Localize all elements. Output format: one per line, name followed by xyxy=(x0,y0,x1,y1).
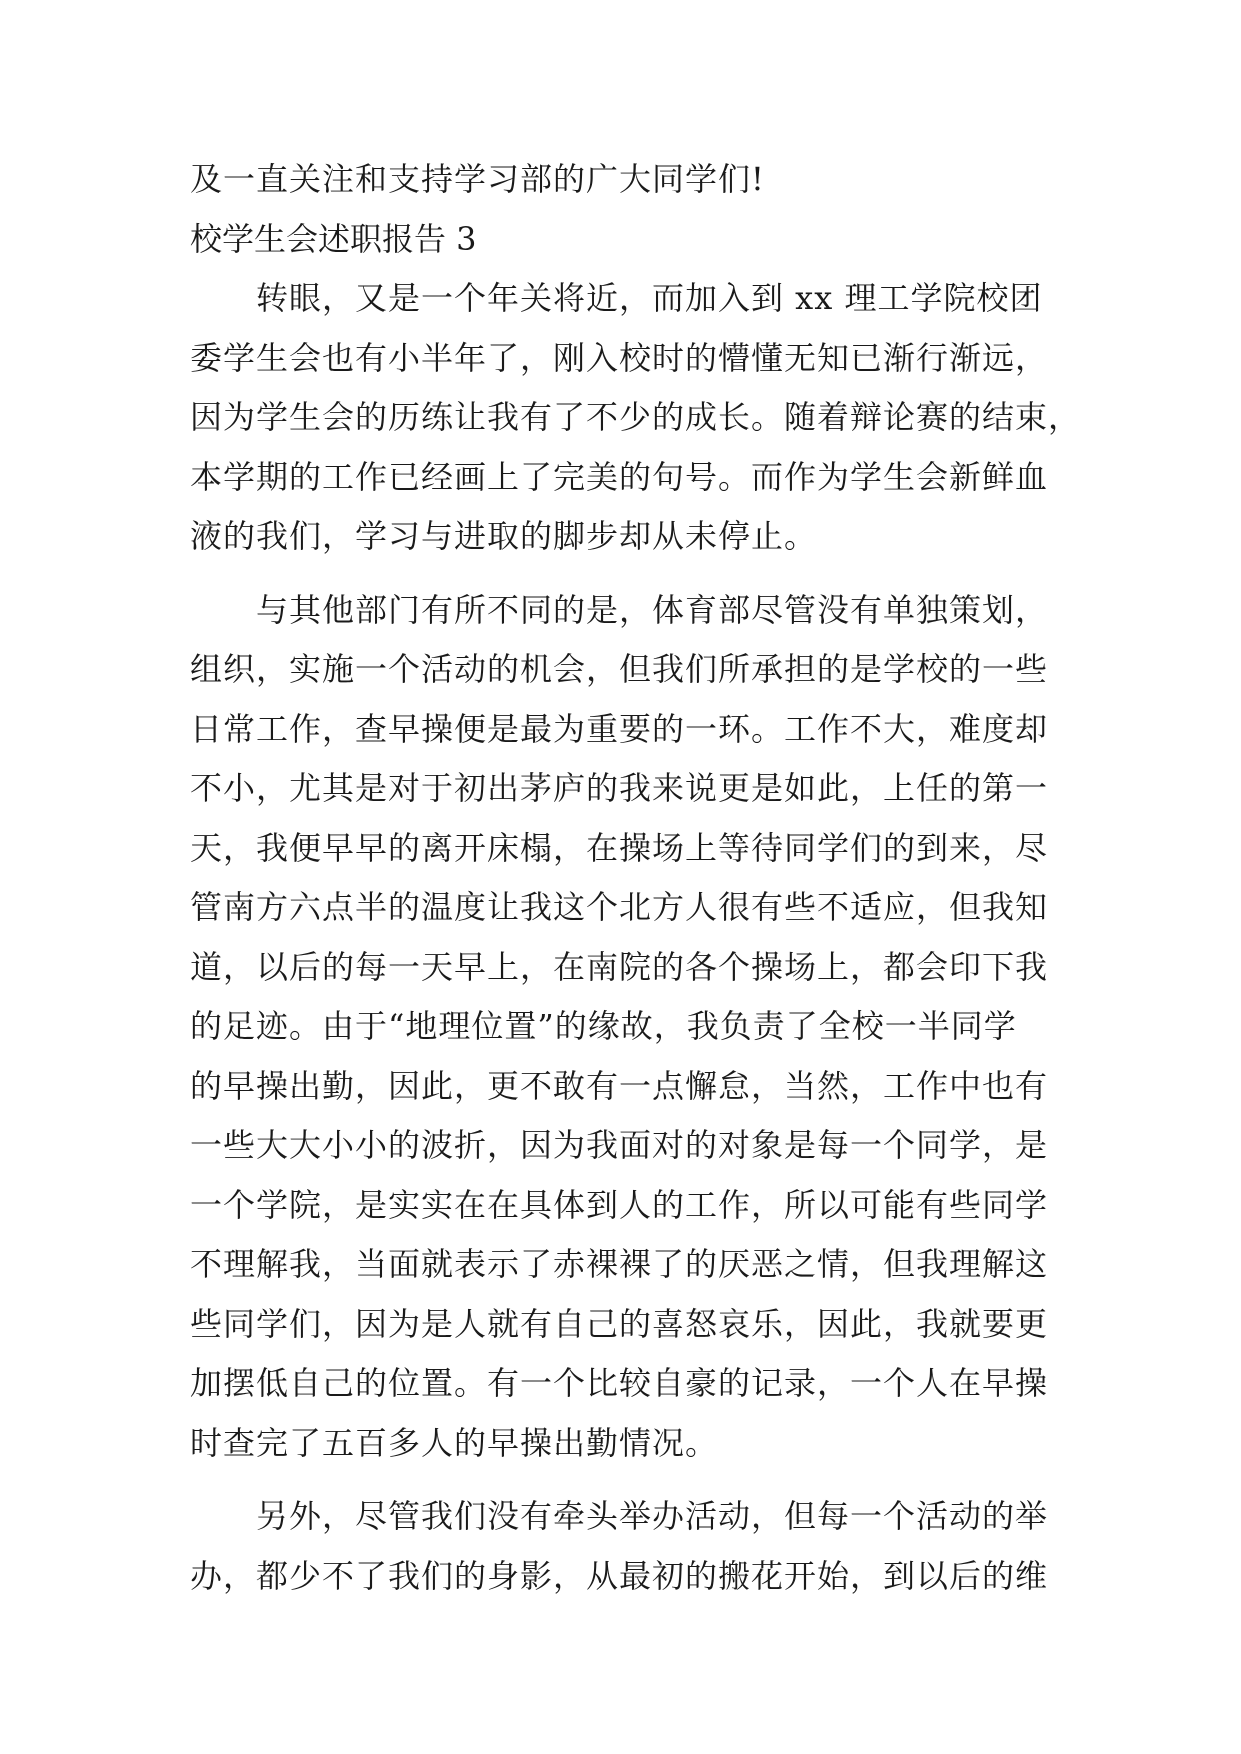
paragraph-line: 管南方六点半的温度让我这个北方人很有些不适应，但我知 xyxy=(190,888,1049,926)
paragraph-line: 另外，尽管我们没有牵头举办活动，但每一个活动的举 xyxy=(190,1497,1049,1535)
paragraph-line: 加摆低自己的位置。有一个比较自豪的记录，一个人在早操 xyxy=(190,1364,1049,1402)
document-page xyxy=(190,150,1082,1606)
paragraph-spacer xyxy=(190,1473,1050,1487)
paragraph-line: 日常工作，查早操便是最为重要的一环。工作不大，难度却 xyxy=(190,709,1049,748)
continuation-line: 及一直关注和支持学习部的广大同学们! xyxy=(190,160,765,198)
paragraph-line: 委学生会也有小半年了，刚入校时的懵懂无知已渐行渐远， xyxy=(190,338,1049,377)
paragraph-line: 一个学院，是实实在在具体到人的工作，所以可能有些同学 xyxy=(190,1185,1049,1224)
paragraph-line: 本学期的工作已经画上了完美的句号。而作为学生会新鲜血 xyxy=(190,457,1049,496)
paragraph-line: 转眼，又是一个年关将近，而加入到 xx 理工学院校团 xyxy=(190,279,1043,317)
section-title: 校学生会述职报告 3 xyxy=(190,219,477,258)
paragraph-line: 不理解我，当面就表示了赤裸裸了的厌恶之情，但我理解这 xyxy=(190,1245,1049,1283)
paragraph-line: 天，我便早早的离开床榻，在操场上等待同学们的到来，尽 xyxy=(190,828,1049,867)
paragraph-line: 时查完了五百多人的早操出勤情况。 xyxy=(190,1423,719,1462)
paragraph-line: 因为学生会的历练让我有了不少的成长。随着辩论赛的结束， xyxy=(190,398,1082,436)
paragraph-line: 与其他部门有所不同的是，体育部尽管没有单独策划， xyxy=(190,590,1049,629)
paragraph-line: 液的我们，学习与进取的脚步却从未停止。 xyxy=(190,517,818,555)
paragraph-line: 组织，实施一个活动的机会，但我们所承担的是学校的一些 xyxy=(190,650,1049,688)
paragraph-1 xyxy=(190,269,1082,567)
paragraph-line: 办，都少不了我们的身影，从最初的搬花开始，到以后的维 xyxy=(190,1556,1049,1595)
paragraph-line: 些同学们，因为是人就有自己的喜怒哀乐，因此，我就要更 xyxy=(190,1304,1049,1343)
paragraph-line: 的早操出勤，因此，更不敢有一点懈怠，当然，工作中也有 xyxy=(190,1066,1049,1105)
paragraph-3 xyxy=(190,1487,1050,1606)
paragraph-2 xyxy=(190,581,1050,1474)
paragraph-spacer xyxy=(190,567,1050,581)
paragraph-line: 不小，尤其是对于初出茅庐的我来说更是如此，上任的第一 xyxy=(190,769,1049,807)
paragraph-line: 一些大大小小的波折，因为我面对的对象是每一个同学，是 xyxy=(190,1126,1049,1164)
paragraph-line: 的足迹。由于“地理位置”的缘故，我负责了全校一半同学 xyxy=(190,1007,1017,1045)
paragraph-line: 道，以后的每一天早上，在南院的各个操场上，都会印下我 xyxy=(190,947,1049,986)
